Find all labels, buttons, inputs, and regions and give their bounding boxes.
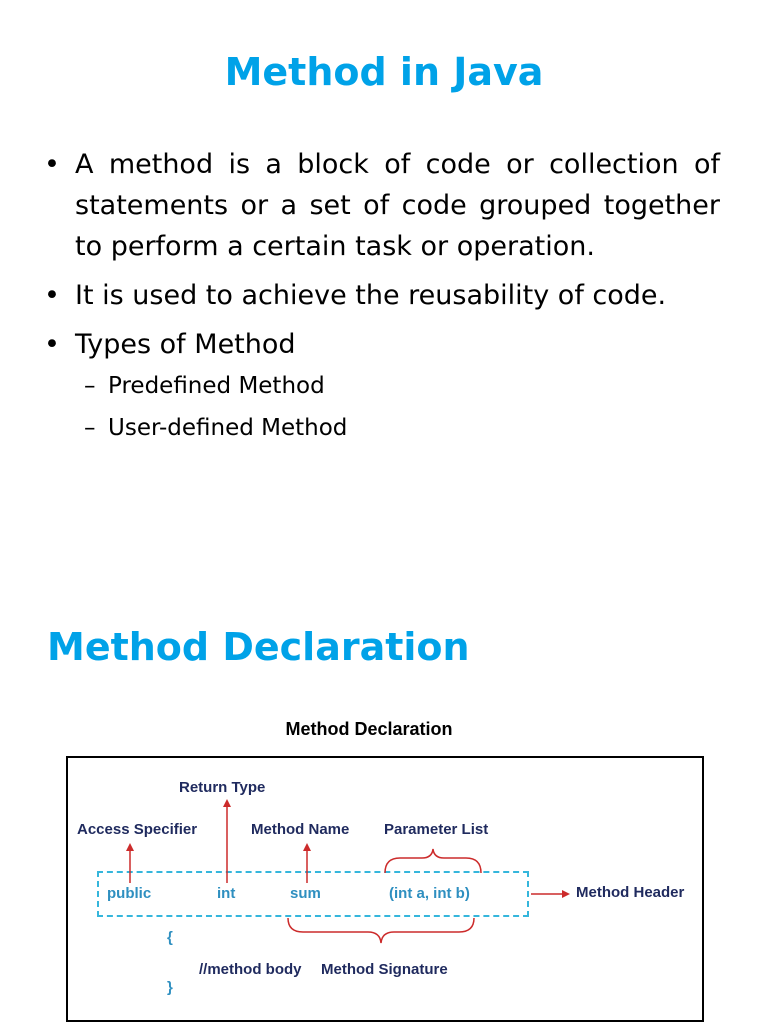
code-sum: sum [290,885,321,902]
bullet-item [44,324,720,365]
bullet-text: Types of Method [75,329,296,360]
bullet-dot-icon: • [44,329,60,360]
sub-bullet-text: Predefined Method [108,373,325,399]
dash-icon: – [84,373,96,399]
method-header-label: Method Header [576,884,685,901]
code-close-brace: } [167,979,173,996]
code-open-brace: { [167,929,173,946]
bullet-item [44,144,720,267]
section-heading: Method Declaration [47,625,470,669]
bullet-text: It is used to achieve the reusability of code. [75,280,667,311]
code-public: public [107,885,152,902]
slide-title: Method in Java [224,50,544,94]
code-params: (int a, int b) [389,885,470,902]
parameter-list-label: Parameter List [384,821,489,838]
dash-icon: – [84,415,96,441]
bullet-item [44,275,720,316]
bullet-dot-icon: • [44,149,60,180]
method-signature-label: Method Signature [321,961,448,978]
code-method-body: //method body [199,961,302,978]
sub-bullet-text: User-defined Method [108,415,348,441]
bullet-dot-icon: • [44,280,60,311]
sub-bullet-item [44,407,720,449]
sub-bullet-item [44,365,720,407]
diagram-title: Method Declaration [285,719,453,739]
bullet-text: A method is a block of code or collection of statements or a set of code grouped together to perform a certain task or operation. [75,149,720,262]
bullet-list [44,144,720,449]
access-specifier-label: Access Specifier [77,821,198,838]
return-type-label: Return Type [179,779,266,796]
method-name-label: Method Name [251,821,350,838]
code-int: int [217,885,236,902]
